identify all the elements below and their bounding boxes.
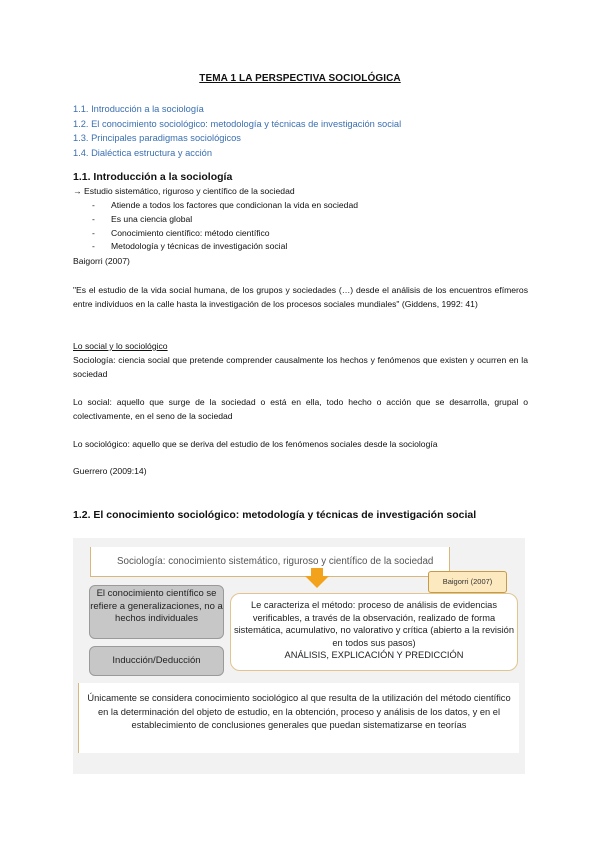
page-title: TEMA 1 LA PERSPECTIVA SOCIOLÓGICA	[199, 73, 401, 84]
list-item: - Metodología y técnicas de investigación social	[92, 241, 288, 252]
definition-sociologico: Lo sociológico: aquello que se deriva del estudio de los fenómenos sociales desde la sociología	[73, 439, 438, 449]
citation-baigorri: Baigorri (2007)	[73, 256, 130, 266]
list-item: - Es una ciencia global	[92, 213, 193, 224]
diagram-generalization-box: El conocimiento científico se refiere a generalizaciones, no a hechos individuales	[89, 585, 224, 639]
method-description: Le caracteriza el método: proceso de análisis de evidencias verificables, a través de la observación, realizado de forma sistemática, acumulativo, no valorativo y crítica (abierto a la revisión en todos sus pasos)	[233, 600, 515, 648]
quote-giddens: "Es el estudio de la vida social humana, de los grupos y sociedades (…) desde el análisis de los encuentros efímeros entre individuos en la calle hasta la investigación de los procesos sociales mundiales" (Giddens, 1992: 41)	[73, 285, 528, 309]
subheading-social: Lo social y lo sociológico	[73, 341, 168, 351]
definition-sociologia: Sociología: ciencia social que pretende comprender causalmente los hechos y fenómenos que existen y ocurren en la sociedad	[73, 355, 528, 379]
method-keywords: ANÁLISIS, EXPLICACIÓN Y PREDICCIÓN	[284, 650, 464, 660]
list-item: - Conocimiento científico: método científico	[92, 227, 270, 238]
table-of-contents	[73, 102, 401, 160]
section-heading-conocimiento: 1.2. El conocimiento sociológico: metodología y técnicas de investigación social	[73, 509, 477, 521]
citation-badge: Baigorri (2007)	[428, 571, 507, 593]
citation-guerrero: Guerrero (2009:14)	[73, 466, 147, 476]
bullet-list	[92, 199, 358, 254]
concept-diagram	[73, 538, 525, 774]
diagram-top-box: Sociología: conocimiento sistemático, riguroso y científico de la sociedad	[90, 547, 450, 577]
list-item: - Atiende a todos los factores que condicionan la vida en sociedad	[92, 200, 358, 210]
toc-item[interactable]: 1.1. Introducción a la sociología	[73, 104, 204, 114]
diagram-conclusion-box: Únicamente se considera conocimiento sociológico al que resulta de la utilización del método científico en la determinación del objeto de estudio, en la obtención, proceso y análisis de los datos, y en el establecimiento de conclusiones generales que puedan sistematizarse en teorías	[78, 683, 519, 753]
definition-social: Lo social: aquello que surge de la sociedad o está en ella, todo hecho o acción que se desarrolla, grupal o colectivamente, en el seno de la sociedad	[73, 397, 528, 421]
arrow-down-icon	[305, 576, 329, 588]
lead-line: → Estudio sistemático, riguroso y científico de la sociedad	[73, 186, 295, 196]
toc-item[interactable]: 1.3. Principales paradigmas sociológicos	[73, 133, 241, 143]
section-heading-intro: 1.1. Introducción a la sociología	[73, 171, 233, 183]
diagram-induction-box: Inducción/Deducción	[89, 646, 224, 676]
toc-item[interactable]: 1.2. El conocimiento sociológico: metodología y técnicas de investigación social	[73, 118, 402, 129]
toc-item[interactable]: 1.4. Dialéctica estructura y acción	[73, 147, 212, 158]
diagram-method-box	[230, 593, 518, 671]
